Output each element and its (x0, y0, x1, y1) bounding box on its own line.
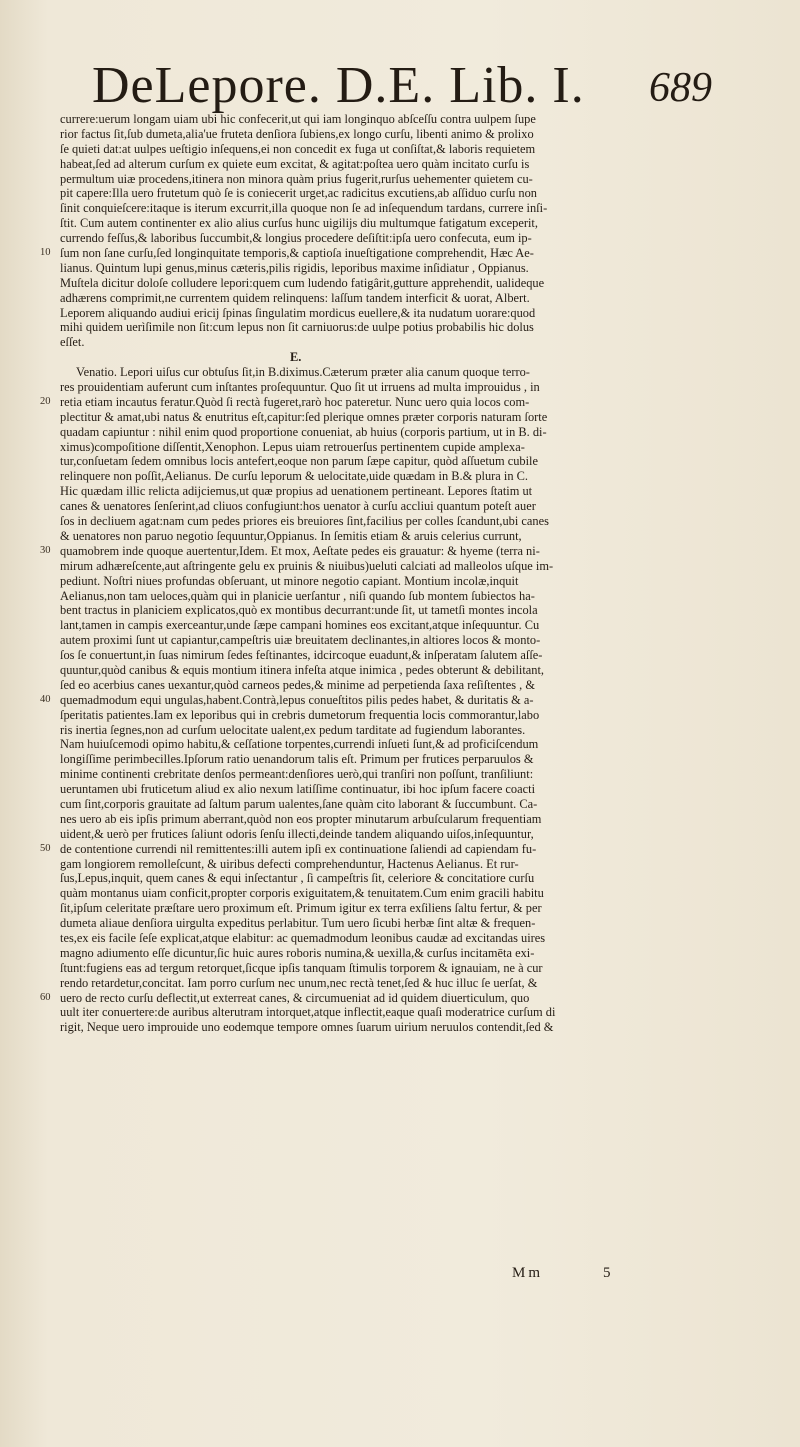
page-header (92, 56, 712, 116)
line-text: quàm montanus uiam conficit,propter corporis exiguitatem,& tenuitatem.Cum enim gracili habitu (60, 886, 544, 901)
line-text: canes & uenatores ſenſerint,ad cliuos confugiunt:hos uenator à curſu accliui quantum poteſt auer (60, 499, 536, 514)
text-line (40, 469, 760, 484)
marginal-line-number: 60 (40, 991, 51, 1003)
text-line (40, 112, 760, 127)
body-text (40, 112, 760, 1035)
text-line (40, 201, 760, 216)
line-text: pediunt. Noſtri niues profundas obſeruant, ut minore negotio capiant. Montium incolæ,inquit (60, 573, 519, 588)
text-line (40, 708, 760, 723)
text-line (40, 976, 760, 991)
line-text: quemadmodum equi ungulas,habent.Contrà,lepus conueſtitos pilis pedes habet, & duritatis & a- (60, 692, 534, 707)
text-line (40, 842, 760, 857)
line-text: cum ſint,corporis grauitate ad ſaltum parum ualentes,ſane quàm cito laborant & ſuccumbunt. Ca- (60, 796, 538, 811)
text-line (40, 246, 760, 261)
marginal-line-number: 30 (40, 544, 51, 556)
line-text: adhærens comprimit,ne currentem quidem relinquens: laſſum tandem interficit & uorat, Albert. (60, 290, 530, 305)
line-text: nes uero ab eis ipſis primum aberrant,quòd non eos propter minutarum arbuſcularum frequentiam (60, 811, 542, 826)
line-text: & uenatores non paruo negotio ſequuntur,Oppianus. In ſemitis etiam & aruis celerius currunt, (60, 528, 522, 543)
line-text: ſperitatis patientes.Iam ex leporibus qui in crebris dumetorum frequentia locis commorantur,labo (60, 707, 540, 722)
signature-number: 5 (603, 1265, 614, 1281)
line-text: Aelianus,non tam ueloces,quàm qui in planicie uerſantur , niſi quando ſub montem ſubiectos ha- (60, 588, 535, 603)
line-text: ueruntamen ubi fruticetum aliud ex alio nexum latiſſime continuatur, ibi hoc ipſum facere coacti (60, 782, 536, 797)
marginal-line-number: 20 (40, 395, 51, 407)
line-text: mihi quidem uerìſimile non ſit:cum lepus non ſit carniuorus:de uulpe potius probabilis hic dolus (60, 320, 534, 335)
marginal-line-number: 50 (40, 842, 51, 854)
line-text: bent tractus in planiciem explicatos,quò ex montibus decurrant:unde ſit, ut tametſi montes incola (60, 603, 538, 618)
line-text: de contentione currendi nil remittentes:illi autem ipſi ex continuatione ſaliendi ad capiendam fu- (60, 841, 537, 856)
text-line (40, 544, 760, 559)
line-text: Leporem aliquando audiui ericij ſpinas ſingulatim mordicus euellere,& ita nudatum uorare:quod (60, 305, 536, 320)
text-line (40, 737, 760, 752)
line-text: longiſſime perimbecilles.Ipſorum ratio uenandorum talis eſt. Primum per frutices perparuulos & (60, 752, 534, 767)
text-line (40, 335, 760, 350)
text-line (40, 752, 760, 767)
text-line (40, 261, 760, 276)
text-line (40, 157, 760, 172)
line-text: rendo retardetur,concitat. Iam porro curſum nec unum,nec rectà tenet,ſed & huc illuc ſe uerſat, & (60, 975, 538, 990)
line-text: ſum non ſane curſu,ſed longinquitate temporis,& captioſa inueſtigatione comprehendit, Hæc Ae- (60, 246, 534, 261)
line-text: ximus)compoſitione diſſentit,Xenophon. Lepus uiam retrouerſus pertinentem cupide amplexa- (60, 439, 525, 454)
line-text: permultum uiæ procedens,itinera non minora quàm prius fugerit,rurſus uehementer quietem cu- (60, 171, 533, 186)
line-text: quamobrem inde quoque auertentur,Idem. Et mox, Aeſtate pedes eis grauatur: & hyeme (terra ni- (60, 543, 540, 558)
line-text: minime continenti crebritate denſos permeant:denſiores uerò,qui tranſiri non poſſunt, tranſiliunt: (60, 767, 534, 782)
line-text: Nam huiuſcemodi opimo habitu,& ceſſatione torpentes,currendi inſueti ſunt,& ad proficiſcendum (60, 737, 539, 752)
line-text: relinquere non poſſit,Aelianus. De curſu leporum & uelocitate,uide quædam in B.& plura in C. (60, 469, 528, 484)
text-line (40, 603, 760, 618)
text-line (40, 425, 760, 440)
text-line (40, 827, 760, 842)
line-text: eſſet. (60, 335, 85, 350)
text-line (40, 633, 760, 648)
text-line (40, 618, 760, 633)
text-line (40, 454, 760, 469)
text-line (40, 723, 760, 738)
text-line (40, 901, 760, 916)
line-text: dumeta aliaue denſiora uirgulta expeditus perlabitur. Tum uero ſicubi herbæ ſint altæ & frequen- (60, 916, 536, 931)
signature-letters: Mm (512, 1265, 544, 1281)
text-line (40, 574, 760, 589)
marginal-line-number: 10 (40, 247, 51, 259)
text-line (40, 142, 760, 157)
line-text: uident,& uerò per frutices ſaliunt odoris ſenſu illecti,deinde tandem aliquando uiſos,inſequuntur, (60, 826, 534, 841)
text-line (40, 916, 760, 931)
text-line (40, 589, 760, 604)
line-text: ſus,Lepus,inquit, quem canes & equi inſectantur , ſi campeſtris ſit, celeriore & concitatiore curſu (60, 871, 535, 886)
line-text: magno adiumento eſſe dicuntur,ſic huic aures roboris numina,& uexilla,& curſus incitamēta exi- (60, 945, 535, 960)
text-line (40, 1020, 760, 1035)
text-line (40, 291, 760, 306)
text-line (40, 559, 760, 574)
line-text: ſtit. Cum autem continenter ex alio alius curſus hunc uigilijs diu multumque fatigatum exceperit, (60, 216, 538, 231)
text-line (40, 797, 760, 812)
text-line (40, 499, 760, 514)
signature-mark (512, 1265, 614, 1282)
line-text: Hic quædam illic relicta adijciemus,ut quæ propius ad uenationem pertineant. Lepores ſtatim ut (60, 484, 533, 499)
text-line (40, 693, 760, 708)
line-text: pit capere:Illa uero frutetum quò ſe is coniecerit urget,ac radicitus excutiens,ab aſſiduo curſu non (60, 186, 537, 201)
line-text: ſinit conquieſcere:itaque is iterum excurrit,illa quoque non ſe ad inſequendum tardans, currere inſi- (60, 201, 548, 216)
text-line (40, 648, 760, 663)
page-number: 689 (649, 65, 712, 111)
line-text: res prouidentiam auferunt cum inſtantes proſequuntur. Quo ſit ut irruens ad multa improuidus , in (60, 380, 540, 395)
text-line (40, 1005, 760, 1020)
line-text: autem proximi ſunt ut capiantur,campeſtris uiæ breuitatem declinantes,in altiores locos & monto- (60, 633, 541, 648)
marginal-line-number: 40 (40, 693, 51, 705)
text-line (40, 857, 760, 872)
text-line (40, 767, 760, 782)
line-text: ſed eo acerbius canes uexantur,quòd carneos pedes,& minime ad perpetienda ſaxa reſiſtentes , & (60, 677, 535, 692)
line-text: habeat,ſed ad alterum curſum ex quiete eum excitat, & agitat:poſtea uero quàm incitato curſu is (60, 156, 530, 171)
line-text: ſtunt:fugiens eas ad tergum retorquet,ſicque ipſis tanquam ſtimulis torporem & ignauiam, ne à cur (60, 960, 543, 975)
line-text: retia etiam incautus feratur.Quòd ſi rectà fugeret,rarò hoc pateretur. Nunc uero quia locos com- (60, 394, 530, 409)
line-text: lant,tamen in campis exerceantur,unde ſæpe campani homines eos excitant,atque inſequuntur. Cu (60, 618, 540, 633)
text-line (40, 663, 760, 678)
line-text: mirum adhæreſcente,aut aſtringente gelu ex pruinis & niuibus)ueluti calciati ad malleolos uſque im- (60, 558, 554, 573)
line-text: ſit,ipſum celeritate præſtare uero proximum eſt. Primum igitur ex terra exſiliens ſaltu fertur, & per (60, 901, 542, 916)
line-text: ſos in decliuem agat:nam cum pedes priores eis breuiores ſint,facilius per colles ſcandunt,ubi canes (60, 514, 549, 529)
text-line (40, 678, 760, 693)
line-text: Muſtela dicitur doloſe colludere lepori:quem cum ludendo fatigârit,gutture apprehendit, ualideque (60, 275, 545, 290)
line-text: tes,ex eis facile ſeſe explicat,atque elabitur: ac quemadmodum leonibus caudæ ad excitandas uires (60, 930, 546, 945)
text-line (40, 216, 760, 231)
text-line (40, 812, 760, 827)
line-text: currere:uerum longam uiam ubi hic confecerit,ut qui iam longinquo abſceſſu contra uulpem ſupe (60, 112, 536, 126)
text-line (40, 276, 760, 291)
text-line (40, 946, 760, 961)
line-text: rigit, Neque uero improuide uno eodemque tempore omnes ſuarum uirium neruulos contendit,ſed & (60, 1020, 554, 1035)
text-line (40, 127, 760, 142)
line-text: ſos ſe conuertunt,in ſuas nimirum ſedes feſtinantes, idcircoque euadunt,& inſperatam ſalutem aſſe- (60, 648, 543, 663)
line-text: uero de recto curſu deflectit,ut exterreat canes, & circumueniat ad id quidem diuerticulum, quo (60, 990, 530, 1005)
text-line (40, 365, 760, 380)
text-line (40, 380, 760, 395)
text-line (40, 529, 760, 544)
line-text: currendo feſſus,& laboribus ſuccumbit,& longius procedere deſiſtit:ipſa uero confecuta, eum ip- (60, 231, 532, 246)
text-line (40, 172, 760, 187)
line-text: gam longiorem remolleſcunt, & uiribus defecti comprehenduntur, Hactenus Aelianus. Et rur- (60, 856, 519, 871)
section-label: E. (290, 350, 302, 365)
line-text: Venatio. Lepori uiſus cur obtuſus ſit,in B.diximus.Cæterum præter alia canum quoque terro- (76, 365, 530, 380)
text-line (40, 782, 760, 797)
line-text: ſe quieti dat:at uulpes ueſtigio inſequens,ei non concedit ex fuga ut conſiſtat,& laboris requietem (60, 141, 536, 156)
text-line (40, 886, 760, 901)
line-text: plectitur & amat,ubi natus & enutritus eſt,capitur:ſed plerique omnes præter corporis naturam ſorte (60, 409, 548, 424)
text-line (40, 186, 760, 201)
text-line (40, 440, 760, 455)
line-text: quadam capiuntur : nihil enim quod proportione conueniat, ab huius (corporis partium, ut in B. di- (60, 424, 547, 439)
line-text: ris inertia ſegnes,non ad curſum uelocitate ualent,ex pedum tarditate ad fugiendum laborantes. (60, 722, 526, 737)
text-line (40, 410, 760, 425)
line-text: uult iter conuertere:de auribus alterutram intorquet,atque inflectit,eaque quaſi moderatrice curſum di (60, 1005, 556, 1020)
text-line (40, 395, 760, 410)
text-line (40, 484, 760, 499)
line-text: quuntur,quòd canibus & equis montium itinera infeſta atque inimica , pedes obterunt & debilitant, (60, 662, 545, 677)
line-text: lianus. Quintum lupi genus,minus cæteris,pilis rigidis, leporibus maxime inſidiatur , Oppianus. (60, 260, 529, 275)
text-line (40, 306, 760, 321)
text-line (40, 871, 760, 886)
text-line (40, 961, 760, 976)
text-line (40, 514, 760, 529)
text-line (40, 991, 760, 1006)
text-line (40, 320, 760, 335)
text-line (40, 931, 760, 946)
running-title: DeLepore. D.E. Lib. I. (92, 57, 585, 114)
text-line (40, 231, 760, 246)
line-text: rior factus ſit,ſub dumeta,alia'ue fruteta denſiora ſubiens,ex longo curſu, libenti animo & prolixo (60, 126, 534, 141)
line-text: tur,conſuetam ſedem omnibus locis antefert,eoque non parum ſæpe capitur, quòd aſſuetum cubile (60, 454, 538, 469)
